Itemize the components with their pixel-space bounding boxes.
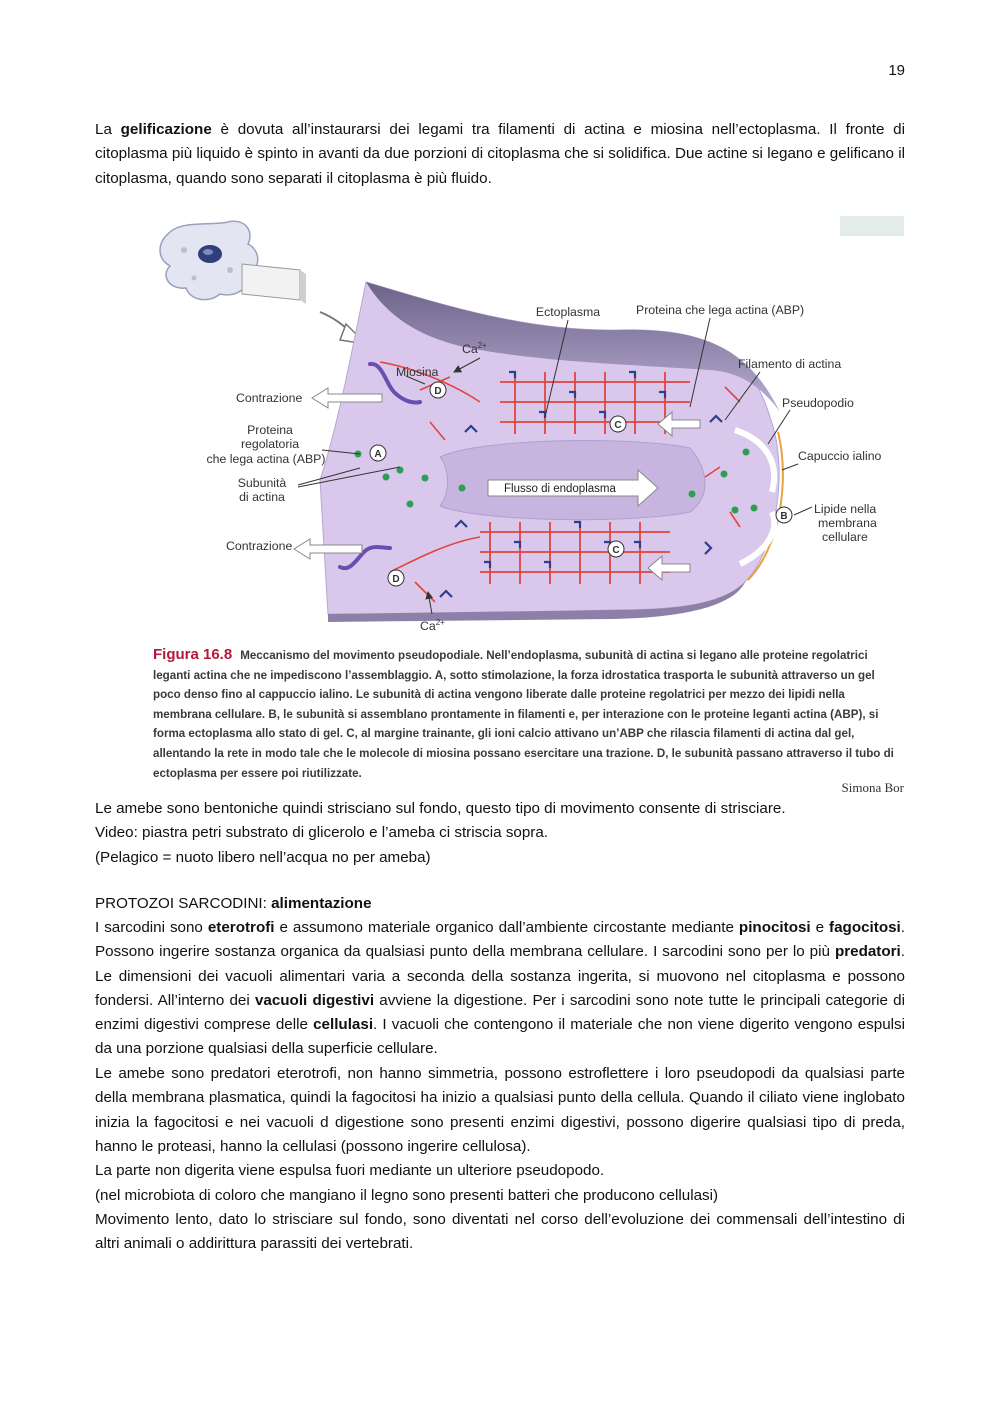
scan-artifact [840,216,904,236]
paragraph-movimento: Movimento lento, dato lo strisciare sul fondo, sono diventati nel corso dell’evoluzione dei commensali dell’intestino di altri animali o addirittura parassiti dei vertebrati. [95,1211,905,1253]
svg-text:C: C [614,420,622,431]
figure-pseudopodial-movement [150,212,906,802]
marker-C1 [610,416,626,432]
paragraph-microbiota: (nel microbiota di coloro che mangiano il legno sono presenti batteri che producono cellulasi) [95,1187,719,1204]
paragraph-non-digerita: La parte non digerita viene espulsa fuori mediante un ulteriore pseudopodo. [95,1162,605,1179]
pseudopod-diagram [150,212,906,642]
amebe-line-3: (Pelagico = nuoto libero nell’acqua no per ameba) [95,848,431,866]
label-regolatoria-1: Proteina [247,423,293,437]
figure-credit: Simona Bor [841,780,904,795]
svg-text:D: D [392,574,400,585]
svg-text:A: A [374,449,382,460]
label-ectoplasma: Ectoplasma [535,305,601,319]
label-ca-top: $Ca^{2+}$ [462,341,487,356]
marker-C2 [608,541,624,557]
label-miosina: Miosina [396,365,439,379]
svg-text:C: C [612,545,620,556]
paragraph-amebe [95,797,905,870]
label-lipide-1: Lipide nella [814,502,877,516]
paragraph-gelificazione: La gelificazione è dovuta all’instaurarsi dei legami tra filamenti di actina e miosina nell’ectoplasma. Il fronte di citoplasma più liquido è spinto in avanti da due porzioni di citoplasma che si solidifica. Due actine si legano e gelificano il citoplasma, quando sono separati il citoplasma è più fluido. [95,121,905,187]
label-abp: Proteina che lega actina (ABP) [636,303,805,317]
label-capuccio: Capuccio ialino [798,449,882,463]
amoeba-icon [160,221,306,304]
marker-B [776,507,792,523]
label-filamento: Filamento di actina [738,357,842,371]
caption-text: Meccanismo del movimento pseudopodiale. Nell’endoplasma, subunità di actina si legano alle proteine regolatrici leganti actina che ne impediscono l’assemblaggio. A, sotto stimolazione, la forza idrostatica trasporta le subunità attraverso un gel poco denso fino al cappuccio ialino. Le subunità di actina vengono liberate dalle proteine regolatrici per mezzo dei lipidi nella membrana cellulare. B, le subunità si assemblano prontamente in filamenti e, per interazione con le proteine leganti actina (ABP), si forma ectoplasma allo stato di gel. C, al margine trainante, gli ioni calcio attivano un’ABP che rilascia filamenti di actina dal gel, allentando la rete in modo tale che le molecole di miosina possano esercitare una trazione. D, le subunità passano attraverso il tubo di ectoplasma per essere poi riutilizzate. [153,649,894,780]
label-ca-bottom: $Ca^{2+}$ [420,618,445,633]
marker-D2 [388,570,404,586]
figure-caption [153,645,898,783]
amebe-line-2: Video: piastra petri substrato di glicerolo e l’ameba ci striscia sopra. [95,824,549,842]
flusso-label: Flusso di endoplasma [504,483,616,495]
label-lipide-2: membrana [818,516,877,530]
page-number: 19 [888,62,905,79]
section-heading: PROTOZOI SARCODINI: alimentazione [95,895,372,912]
svg-text:B: B [780,511,788,522]
label-contrazione-top: Contrazione [236,391,303,405]
label-regolatoria-3: che lega actina (ABP) [206,452,326,466]
marker-A [370,445,386,461]
label-contrazione-bottom: Contrazione [226,539,293,553]
amebe-line-1: Le amebe sono bentoniche quindi strisciano sul fondo, questo tipo di movimento consente di strisciare. [95,800,786,817]
label-subunita-1: Subunità [237,476,287,490]
pseudopod-cell [294,282,783,622]
paragraph-predatori: Le amebe sono predatori eterotrofi, non hanno simmetria, possono estroflettere i loro pseudopodi da qualsiasi parte della membrana plasmatica, quindi la fagocitosi ha inizio a qualsiasi punto della cellula. Quando il ciliato viene inglobato inizia la fagocitosi e nei vacuoli d digestione sono presenti enzimi digestivi, possono digerire qualsiasi tipo di preda, hanno le proteasi, hanno la cellulasi (possono ingerire cellulosa). [95,1065,905,1155]
label-pseudopodio: Pseudopodio [782,396,854,410]
label-regolatoria-2: regolatoria [240,437,300,451]
label-lipide-3: cellulare [822,530,868,544]
label-subunita-2: di actina [239,490,285,504]
paragraph-sarcodini: I sarcodini sono eterotrofi e assumono materiale organico dall’ambiente circostante mediante pinocitosi e fagocitosi. Possono ingerire sostanza organica da qualsiasi punto della membrana cellulare. I sarcodini sono per lo più predatori. Le dimensioni dei vacuoli alimentari varia a seconda della sostanza ingerita, si muovono nel citoplasma e possono fondersi. All’interno dei vacuoli digestivi avviene la digestione. Per i sarcodini sono note tutte le principali categorie di enzimi digestivi comprese delle cellulasi. I vacuoli che contengono il materiale che non viene digerito vengono espulsi da una porzione qualsiasi della superficie cellulare. [95,919,906,1058]
marker-D1 [430,382,446,398]
caption-title: Figura 16.8 [153,646,233,663]
svg-text:D: D [434,386,442,397]
